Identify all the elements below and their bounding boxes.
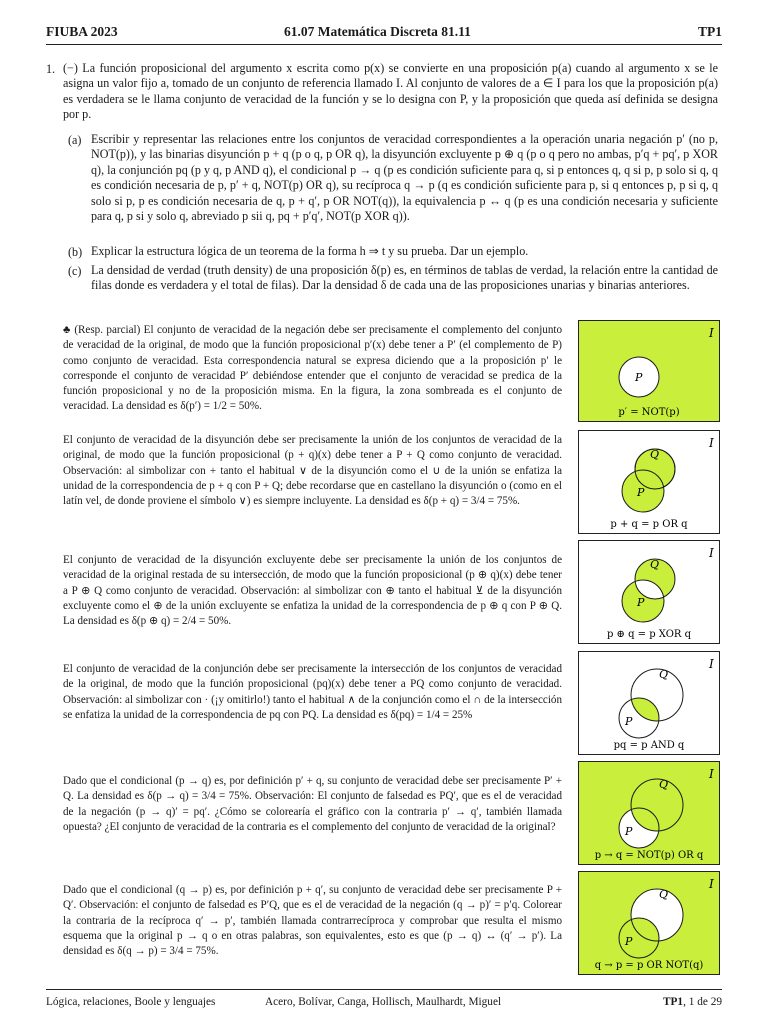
venn-label-p: P: [625, 715, 633, 728]
venn-conjunction: [578, 651, 720, 755]
header-institution: FIUBA 2023: [46, 24, 118, 39]
venn-label-q: Q: [659, 778, 669, 791]
venn-negation: [578, 320, 720, 422]
venn-label-q: Q: [650, 558, 660, 571]
venn-universe-label: I: [709, 436, 714, 450]
answer-conjunction: El conjunto de veracidad de la conjunción debe ser precisamente la intersección de los conjuntos de veracidad de la original, de modo que la función proposicional (pq)(x) debe tener a PQ como conjunto de veracidad. Observación: al simbolizar con · (¡y omitirlo!) tanto el habitual ∧ de la conjunción como el ∩ de la intersección se enfatiza la unidad de la correspondencia de pq con PQ. La densidad es δ(pq) = 1/4 = 25%: [63, 663, 562, 721]
problem-number: 1.: [46, 62, 56, 76]
answer-negation: ♣ (Resp. parcial) El conjunto de veracidad de la negación debe ser precisamente el complemento del conjunto de veracidad de la original, de modo que la función proposicional p′(x) debe tener a P′ (el complemento de P) como conjunto de veracidad. Esta correspondencia natural se expresa diciendo que a la proposición p′ le corresponde el conjunto de veracidad P′ debiéndose entender que el conjunto de veracidad se predica de la función proposicional y no de la proposición misma. En la figura, la zona sombreada es el conjunto de veracidad. La densidad es δ(p′) = 1/2 = 50%.: [63, 324, 562, 413]
venn-label-p: P: [637, 486, 645, 499]
venn-reciprocal: [578, 871, 720, 975]
venn-universe-label: I: [709, 546, 714, 560]
venn-caption: p + q = p OR q: [610, 519, 688, 530]
item-text-b: Explicar la estructura lógica de un teorema de la forma h ⇒ t y su prueba. Dar un ejemplo.: [91, 244, 529, 258]
venn-label-p: P: [635, 371, 643, 384]
answer-conditional: Dado que el condicional (p → q) es, por definición p′ + q, su conjunto de veracidad debe ser precisamente P′ + Q. La densidad es δ(p → q) = 3/4 = 75%. Observación: El conjunto de falsedad es PQ′, que es el de veracidad de la negación (p → q)′ = pq′. ¿Cómo se colorearía el gráfico con la contraria p′ → q′, también llamada opuesta? ¿El conjunto de veracidad de la contraria es el complemento del conjunto de veracidad de la original?: [63, 775, 562, 833]
venn-label-p: P: [625, 935, 633, 948]
footer-page-rest: , 1 de 29: [683, 996, 722, 1008]
answer-disjunction: El conjunto de veracidad de la disyunción debe ser precisamente la unión de los conjuntos de veracidad de la original, de modo que la función proposicional (p + q)(x) debe tener a P + Q como conjunto de veracidad. Observación: al simbolizar con + tanto el habitual ∨ de la disyunción como el ∪ de la unión se enfatiza la unidad de la correspondencia de p + q con P + Q; debe recordarse que en castellano la disyunción o (como en el latín vel, de donde proviene el símbolo ∨) es siempre incluyente. La densidad es δ(p + q) = 3/4 = 75%.: [63, 434, 562, 508]
venn-label-p: P: [625, 825, 633, 838]
answer-xor: El conjunto de veracidad de la disyunción excluyente debe ser precisamente la unión de los conjuntos de veracidad de la original restada de su intersección, de modo que la función proposicional (p ⊕ q)(x) debe tener a P ⊕ Q como conjunto de veracidad. Observación: al simbolizar con ⊕ tanto el habitual ⊻ de la disyunción excluyente como el ⊕ de la unión excluyente se enfatiza la unidad de la correspondencia de p ⊕ q con P ⊕ Q. La densidad es δ(p ⊕ q) = 2/4 = 50%.: [63, 554, 562, 628]
venn-disjunction: [578, 430, 720, 534]
venn-label-q: Q: [659, 888, 669, 901]
footer-rule: [46, 989, 722, 990]
item-text-c: La densidad de verdad (truth density) de una proposición δ(p) es, en términos de tablas de verdad, la relación entre la cantidad de filas donde es verdadera y el total de filas). Dar la densidad δ de cada una de las proposiciones unarias y binarias anteriores.: [91, 263, 718, 293]
venn-universe-label: I: [709, 657, 714, 671]
problem-intro: (−) La función proposicional del argumento x escrita como p(x) se convierte en una proposición p(a) cuando al argumento x se le asigna un valor fijo a, tomado de un conjunto de referencia llamado I. Al conjunto de valores de a ∈ I para los que la proposición p(a) es verdadera se le llama conjunto de veracidad de la función y se lo designa con P, y la proposición que queda así definida se designa por p.: [63, 61, 718, 122]
venn-conditional: [578, 761, 720, 865]
item-label-c: (c): [68, 264, 82, 278]
page-header: [46, 24, 722, 44]
item-text-a: Escribir y representar las relaciones entre los conjuntos de veracidad correspondientes a la operación unaria negación p′ (no p, NOT(p)), y las binarias disyunción p + q (p o q, p OR q), la disyunción excluyente p ⊕ q (p o q pero no ambas, p′q + pq′, p XOR q), la conjunción pq (p y q, p AND q), el condicional p → q (p es condición suficiente para q, si p entonces q, q si p, p solo si q, q es condición necesaria de p, p′ + q, NOT(p) OR q), su recíproca q → p (q es condición suficiente para p, si q entonces p, p si q, q solo si p, p es condición necesaria de q, p + q′, p OR NOT(q)), la equivalencia p ↔ q (p es una condición necesaria y suficiente para q, p si y solo q, abreviado p sii q, pq + p′q′, NOT(p XOR q)).: [91, 132, 718, 224]
footer-topic: Lógica, relaciones, Boole y lenguajes: [46, 996, 216, 1008]
header-rule: [46, 44, 722, 45]
venn-xor: [578, 540, 720, 644]
item-label-a: (a): [68, 133, 82, 147]
venn-caption: p′ = NOT(p): [618, 407, 680, 418]
item-label-b: (b): [68, 245, 83, 259]
answer-reciprocal: Dado que el condicional (q → p) es, por definición p + q′, su conjunto de veracidad debe ser precisamente P + Q′. Observación: el conjunto de falsedad es P′Q, que es el de veracidad de la negación (q → p)′ = p′q. Colorear la contraria de la recíproca q′ → p′, también llamada contrarrecíproca y comprobar que resulta el mismo esquema que la original p → q o en otras palabras, son equivalentes, esto es que (p → q) ↔ (q′ → p′). La densidad es δ(q → p) = 3/4 = 75%.: [63, 884, 562, 958]
venn-universe-label: I: [709, 326, 714, 340]
venn-caption: p → q = NOT(p) OR q: [594, 850, 704, 861]
header-course: 61.07 Matemática Discreta 81.11: [284, 24, 471, 39]
venn-caption: pq = p AND q: [613, 740, 685, 751]
footer-authors: Acero, Bolívar, Canga, Hollisch, Maulhardt, Miguel: [265, 996, 502, 1008]
footer-page-bold: TP1: [663, 996, 684, 1008]
footer-page-number: [663, 996, 722, 1008]
venn-caption: q → p = p OR NOT(q): [594, 960, 704, 971]
venn-universe-label: I: [709, 877, 714, 891]
venn-label-q: Q: [659, 668, 669, 681]
venn-caption: p ⊕ q = p XOR q: [606, 629, 692, 640]
venn-label-p: P: [637, 596, 645, 609]
venn-label-q: Q: [650, 448, 660, 461]
venn-universe-label: I: [709, 767, 714, 781]
header-assignment: TP1: [697, 24, 722, 39]
